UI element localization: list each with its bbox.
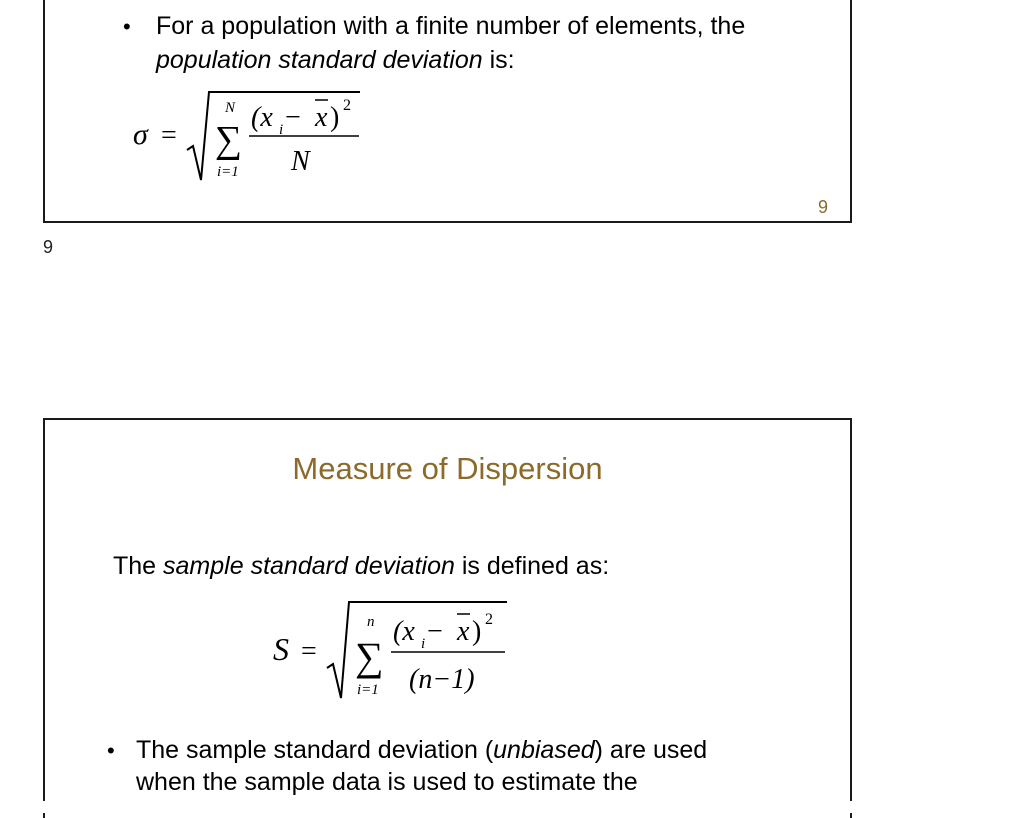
numerator-exponent: 2 bbox=[485, 611, 493, 628]
page-number: 9 bbox=[43, 237, 54, 257]
bottom-crop-mask bbox=[0, 801, 1024, 813]
term-sample-sd: sample standard deviation bbox=[163, 552, 455, 580]
numerator-open: (x bbox=[393, 616, 415, 647]
formula-equals: = bbox=[161, 120, 177, 151]
sum-upper-limit: n bbox=[367, 614, 375, 630]
numerator-close: ) bbox=[472, 616, 482, 647]
intro-pre: The bbox=[113, 552, 164, 580]
numerator-open: (x bbox=[251, 102, 273, 133]
slide-title: Measure of Dispersion bbox=[292, 451, 603, 486]
slide1-line2-rest: is: bbox=[482, 46, 515, 74]
summation-sign: ∑ bbox=[215, 119, 243, 161]
bullet: • bbox=[107, 738, 115, 763]
slide1-line1: For a population with a finite number of elements, the bbox=[156, 12, 746, 40]
sample-sd-formula bbox=[269, 596, 519, 706]
slide-sample-sd bbox=[43, 418, 852, 818]
formula-lhs: S bbox=[273, 631, 289, 667]
term-population-sd: population standard deviation bbox=[156, 46, 483, 74]
numerator-close: ) bbox=[330, 102, 340, 133]
denominator: N bbox=[291, 146, 310, 177]
x-bar: x bbox=[315, 102, 328, 133]
slide1-line2 bbox=[156, 44, 515, 77]
sum-upper-limit: N bbox=[225, 100, 236, 116]
population-sd-formula bbox=[125, 88, 385, 188]
slide2-intro-line bbox=[113, 550, 609, 583]
slide-number: 9 bbox=[817, 197, 828, 217]
numerator-exponent: 2 bbox=[343, 97, 351, 114]
bullet: • bbox=[123, 14, 131, 39]
sum-lower-limit: i=1 bbox=[217, 164, 239, 180]
summation-sign: ∑ bbox=[355, 634, 384, 679]
numerator-subscript: i bbox=[279, 122, 284, 138]
slide2-bullet-line1 bbox=[136, 734, 707, 767]
numerator-subscript: i bbox=[421, 636, 426, 652]
bullet-line1-pre: The sample standard deviation ( bbox=[136, 736, 494, 764]
formula-equals: = bbox=[301, 636, 317, 667]
sum-lower-limit: i=1 bbox=[357, 682, 379, 698]
formula-lhs: σ bbox=[133, 118, 148, 151]
intro-post: is defined as: bbox=[454, 552, 610, 580]
slide-population-sd bbox=[43, 0, 852, 223]
denominator: (n−1) bbox=[409, 664, 475, 695]
numerator-minus: − bbox=[427, 616, 443, 647]
numerator-minus: − bbox=[285, 102, 301, 133]
bullet-line1-post: ) are used bbox=[594, 736, 708, 764]
x-bar: x bbox=[457, 616, 470, 647]
slide2-bullet-line2: when the sample data is used to estimate the bbox=[136, 768, 638, 796]
term-unbiased: unbiased bbox=[493, 736, 595, 764]
